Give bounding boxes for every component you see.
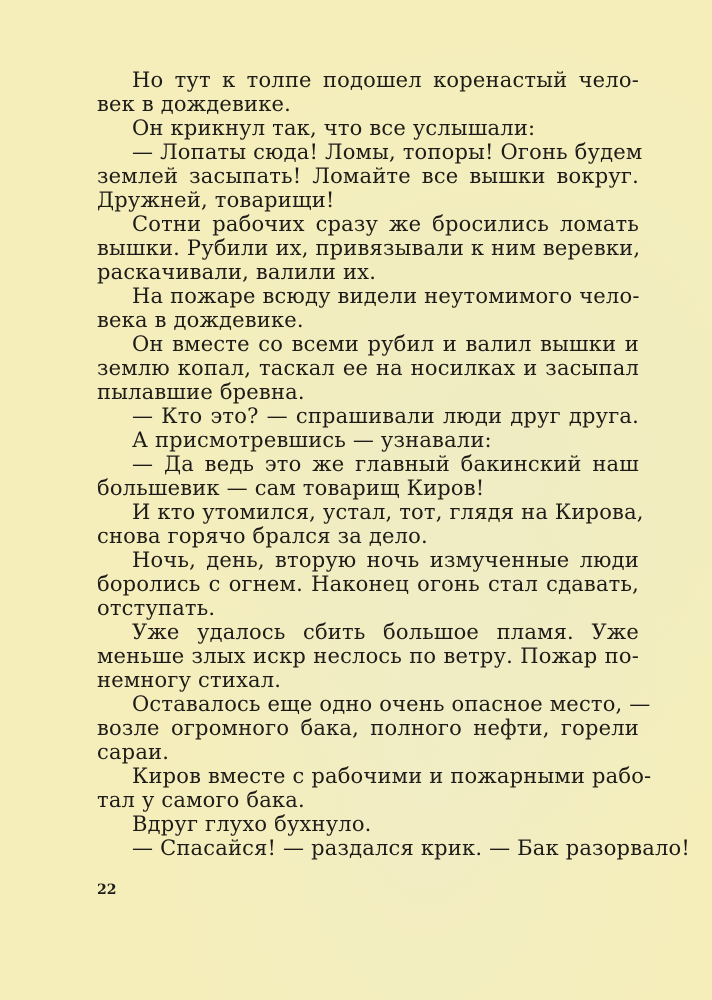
text-line: А присмотревшись — узнавали: bbox=[132, 428, 492, 452]
text-line: — Лопаты сюда! Ломы, топоры! Огонь будем bbox=[132, 140, 643, 164]
text-line: землей засыпать! Ломайте все вышки вокруг. bbox=[97, 164, 639, 188]
text-line: век в дождевике. bbox=[97, 92, 292, 116]
text-line: — Да ведь это же главный бакинский наш bbox=[132, 452, 639, 476]
text-line: Оставалось еще одно очень опасное место, — bbox=[132, 692, 651, 716]
text-line: немногу стихал. bbox=[97, 668, 282, 692]
text-line: Сотни рабочих сразу же бросились ломать bbox=[132, 212, 639, 236]
text-line: И кто утомился, устал, тот, глядя на Кирова, bbox=[132, 500, 644, 524]
text-line: землю копал, таскал ее на носилках и засыпал bbox=[97, 356, 639, 380]
text-line: тал у самого бака. bbox=[97, 788, 305, 812]
page-number: 22 bbox=[97, 882, 117, 898]
text-line: вышки. Рубили их, привязывали к ним веревки, bbox=[97, 236, 641, 260]
text-line: боролись с огнем. Наконец огонь стал сдавать, bbox=[97, 572, 639, 596]
text-line: раскачивали, валили их. bbox=[97, 260, 377, 284]
text-line: большевик — сам товарищ Киров! bbox=[97, 476, 485, 500]
text-line: сараи. bbox=[97, 740, 170, 764]
text-line: пылавшие бревна. bbox=[97, 380, 305, 404]
text-line: Ночь, день, вторую ночь измученные люди bbox=[132, 548, 639, 572]
text-line: На пожаре всюду видели неутомимого чело- bbox=[132, 284, 640, 308]
text-line: Но тут к толпе подошел коренастый чело- bbox=[132, 68, 639, 92]
text-line: меньше злых искр неслось по ветру. Пожар по- bbox=[97, 644, 639, 668]
text-line: отступать. bbox=[97, 596, 216, 620]
text-line: Он вместе со всеми рубил и валил вышки и bbox=[132, 332, 639, 356]
text-line: Вдруг глухо бухнуло. bbox=[132, 812, 372, 836]
text-line: — Кто это? — спрашивали люди друг друга. bbox=[132, 404, 639, 428]
text-line: возле огромного бака, полного нефти, горели bbox=[97, 716, 639, 740]
text-line: Он крикнул так, что все услышали: bbox=[132, 116, 536, 140]
text-line: Киров вместе с рабочими и пожарными рабо- bbox=[132, 764, 652, 788]
text-line: — Спасайся! — раздался крик. — Бак разорвало! bbox=[132, 836, 690, 860]
text-line: века в дождевике. bbox=[97, 308, 304, 332]
text-line: снова горячо брался за дело. bbox=[97, 524, 428, 548]
text-line: Уже удалось сбить большое пламя. Уже bbox=[132, 620, 639, 644]
text-line: Дружней, товарищи! bbox=[97, 188, 335, 212]
